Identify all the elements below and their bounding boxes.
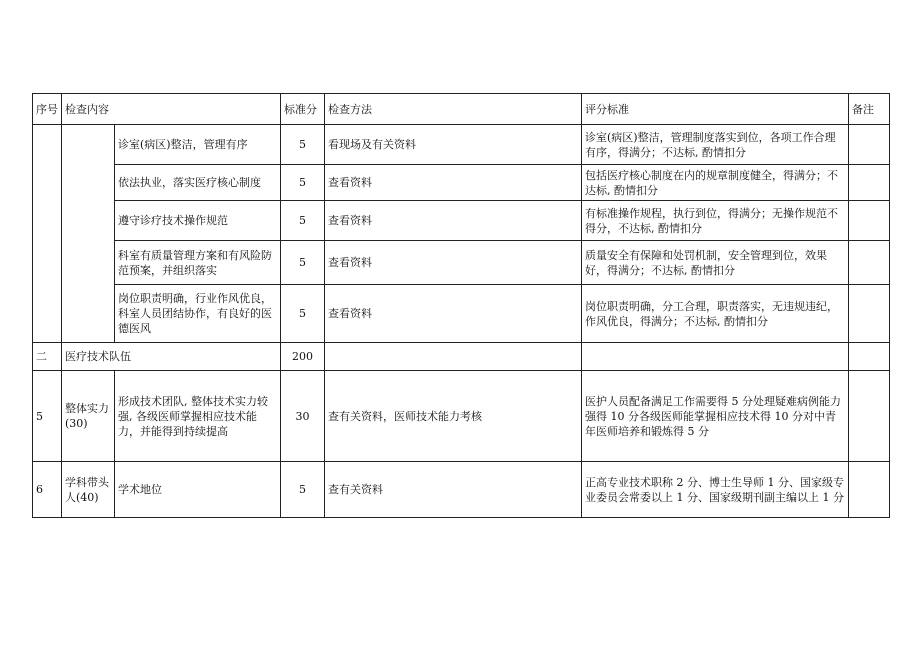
criteria-cell: 医护人员配备满足工作需要得 5 分处理疑难病例能力强得 10 分各级医师能掌握相应技术得 10 分对中青年医师培养和锻炼得 5 分 [582, 371, 849, 462]
method-cell: 查看资料 [325, 241, 582, 285]
note-cell [849, 125, 890, 165]
score-cell: 5 [281, 201, 325, 241]
table-row [33, 371, 890, 462]
criteria-cell: 包括医疗核心制度在内的规章制度健全，得满分；不达标, 酌情扣分 [582, 165, 849, 201]
score-cell: 5 [281, 241, 325, 285]
inspection-table [32, 93, 890, 518]
table-header-row [33, 94, 890, 125]
criteria-cell: 岗位职责明确，分工合理，职责落实，无违规违纪，作风优良，得满分；不达标, 酌情扣分 [582, 285, 849, 343]
item-cell: 遵守诊疗技术操作规范 [115, 201, 281, 241]
table-row [33, 125, 890, 165]
method-cell: 查看资料 [325, 285, 582, 343]
note-cell [849, 285, 890, 343]
score-cell: 30 [281, 371, 325, 462]
header-criteria: 评分标准 [582, 94, 849, 125]
seq-cell [33, 125, 62, 343]
note-cell [849, 343, 890, 371]
category-cell [62, 125, 115, 343]
item-cell: 岗位职责明确，行业作风优良，科室人员团结协作，有良好的医德医风 [115, 285, 281, 343]
item-cell: 形成技术团队, 整体技术实力较强, 各级医师掌握相应技术能力，并能得到持续提高 [115, 371, 281, 462]
header-seq: 序号 [33, 94, 62, 125]
table-row [33, 165, 890, 201]
item-cell: 诊室(病区)整洁，管理有序 [115, 125, 281, 165]
header-method: 检查方法 [325, 94, 582, 125]
seq-cell: 5 [33, 371, 62, 462]
score-cell: 5 [281, 462, 325, 518]
seq-cell: 6 [33, 462, 62, 518]
method-cell: 查有关资料 [325, 462, 582, 518]
criteria-cell: 正高专业技术职称 2 分、博士生导师 1 分、国家级专业委员会常委以上 1 分、国家级期刊副主编以上 1 分 [582, 462, 849, 518]
section-number: 二 [33, 343, 62, 371]
category-cell: 整体实力(30) [62, 371, 115, 462]
item-cell: 学术地位 [115, 462, 281, 518]
category-cell: 学科带头人(40) [62, 462, 115, 518]
method-cell: 查看资料 [325, 201, 582, 241]
section-title: 医疗技术队伍 [62, 343, 281, 371]
criteria-cell: 有标准操作规程，执行到位，得满分；无操作规范不得分，不达标, 酌情扣分 [582, 201, 849, 241]
method-cell: 看现场及有关资料 [325, 125, 582, 165]
table-row [33, 462, 890, 518]
section-score: 200 [281, 343, 325, 371]
score-cell: 5 [281, 285, 325, 343]
table-row [33, 285, 890, 343]
section-row [33, 343, 890, 371]
table-row [33, 241, 890, 285]
method-cell: 查有关资料，医师技术能力考核 [325, 371, 582, 462]
header-note: 备注 [849, 94, 890, 125]
item-cell: 科室有质量管理方案和有风险防范预案，并组织落实 [115, 241, 281, 285]
header-content: 检查内容 [62, 94, 281, 125]
criteria-cell: 质量安全有保障和处罚机制，安全管理到位，效果好，得满分；不达标, 酌情扣分 [582, 241, 849, 285]
score-cell: 5 [281, 125, 325, 165]
note-cell [849, 201, 890, 241]
header-score: 标准分 [281, 94, 325, 125]
note-cell [849, 241, 890, 285]
criteria-cell: 诊室(病区)整洁，管理制度落实到位，各项工作合理有序，得满分；不达标, 酌情扣分 [582, 125, 849, 165]
table-row [33, 201, 890, 241]
method-cell: 查看资料 [325, 165, 582, 201]
note-cell [849, 165, 890, 201]
method-cell [325, 343, 582, 371]
score-cell: 5 [281, 165, 325, 201]
note-cell [849, 462, 890, 518]
criteria-cell [582, 343, 849, 371]
note-cell [849, 371, 890, 462]
item-cell: 依法执业，落实医疗核心制度 [115, 165, 281, 201]
